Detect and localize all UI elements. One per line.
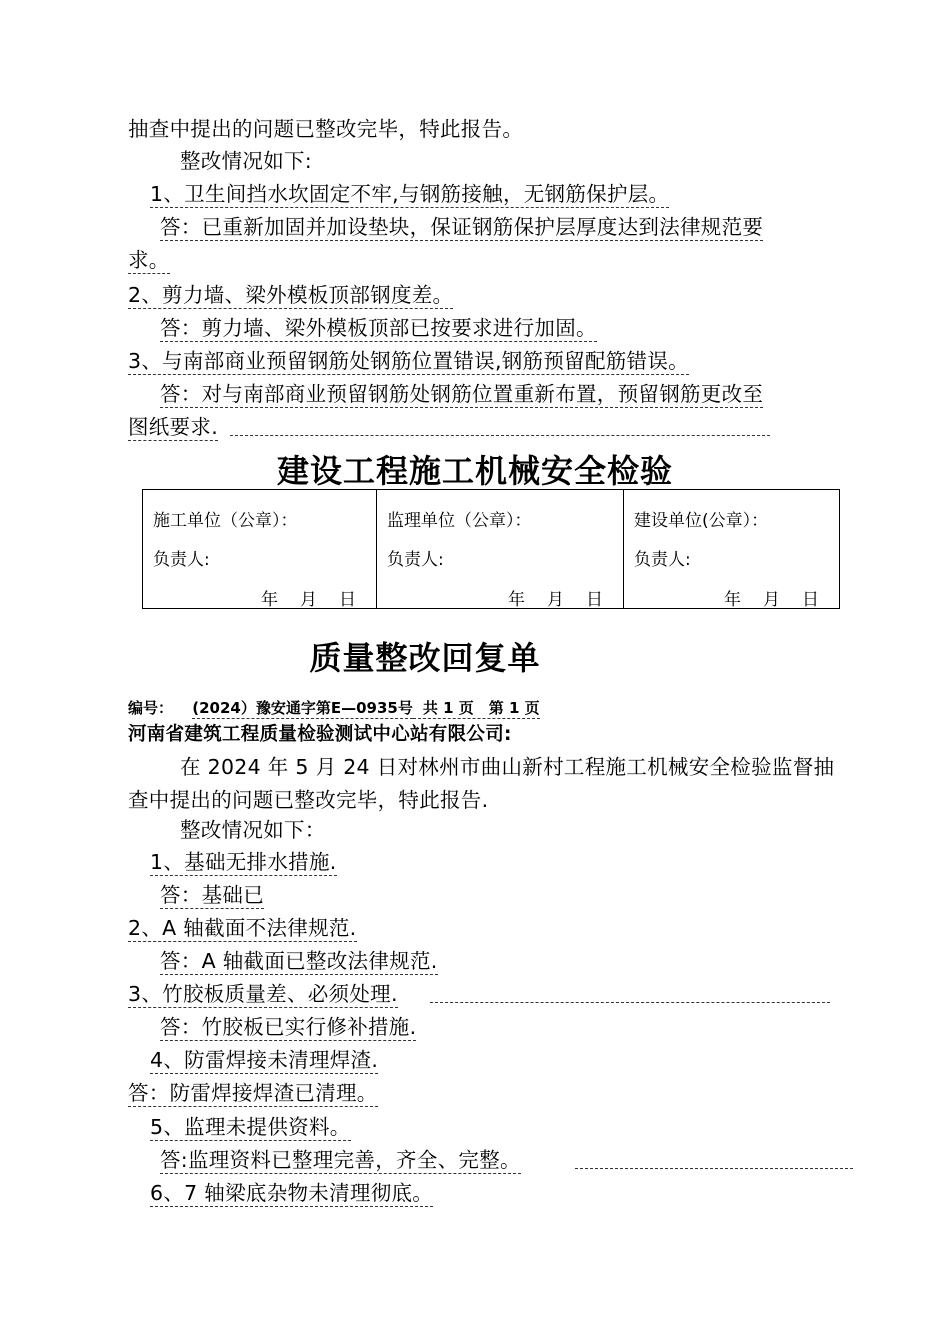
list-item: 求。 — [128, 248, 170, 272]
section-intro: 整改情况如下： — [180, 818, 326, 842]
unit-label: 建设单位(公章）： — [634, 511, 769, 531]
section-heading: 建设工程施工机械安全检验 — [276, 452, 673, 490]
signature-cell-construction — [143, 490, 376, 608]
paragraph-line: 在 2024 年 5 月 24 日对林州市曲山新村工程施工机械安全检验监督抽 — [180, 755, 835, 779]
underline-extension — [430, 1002, 830, 1003]
person-label: 负责人: — [634, 550, 691, 570]
list-item: 答：剪力墙、梁外模板顶部已按要求进行加固。 — [160, 316, 597, 340]
paragraph-line: 抽查中提出的问题已整改完毕，特此报告。 — [128, 117, 524, 141]
list-item: 3、与南部商业预留钢筋处钢筋位置错误,钢筋预留配筋错误。 — [128, 349, 689, 373]
section-intro: 整改情况如下: — [180, 149, 313, 173]
date-label: 年 月 日 — [724, 590, 819, 610]
document-number: 编号： (2024）豫安通字第E—0935号 共 1 页 第 1 页 — [128, 699, 540, 717]
list-item: 1、基础无排水措施. — [150, 850, 337, 874]
signature-cell-owner — [623, 490, 839, 608]
unit-label: 施工单位（公章）： — [153, 511, 298, 531]
list-item: 答：对与南部商业预留钢筋处钢筋位置重新布置，预留钢筋更改至 — [160, 382, 764, 406]
list-item: 答:监理资料已整理完善，齐全、完整。 — [160, 1148, 521, 1172]
underline-extension — [230, 435, 770, 436]
list-item: 答：已重新加固并加设垫块，保证钢筋保护层厚度达到法律规范要 — [160, 215, 764, 239]
list-item: 3、竹胶板质量差、必须处理. — [128, 982, 398, 1006]
list-item: 图纸要求. — [128, 415, 219, 439]
signature-cell-supervision — [376, 490, 623, 608]
form-title: 质量整改回复单 — [309, 639, 541, 677]
date-label: 年 月 日 — [261, 590, 356, 610]
list-item: 1、卫生间挡水坎固定不牢,与钢筋接触，无钢筋保护层。 — [150, 182, 670, 206]
signature-table — [142, 489, 840, 609]
person-label: 负责人: — [153, 550, 210, 570]
date-label: 年 月 日 — [508, 590, 603, 610]
list-item: 4、防雷焊接未清理焊渣. — [150, 1048, 379, 1072]
list-item: 2、剪力墙、梁外模板顶部钢度差。 — [128, 283, 454, 307]
list-item: 答：竹胶板已实行修补措施. — [160, 1015, 417, 1039]
paragraph-line: 查中提出的问题已整改完毕，特此报告. — [128, 788, 489, 812]
addressee: 河南省建筑工程质量检验测试中心站有限公司: — [128, 724, 512, 745]
list-item: 答：A 轴截面已整改法律规范. — [160, 949, 438, 973]
list-item: 答：防雷焊接焊渣已清理。 — [128, 1081, 378, 1105]
list-item: 2、A 轴截面不法律规范. — [128, 916, 357, 940]
unit-label: 监理单位（公章）： — [387, 511, 532, 531]
underline-extension — [575, 1168, 853, 1169]
list-item: 答：基础已 — [160, 883, 264, 907]
person-label: 负责人: — [387, 550, 444, 570]
list-item: 5、监理未提供资料。 — [150, 1115, 351, 1139]
list-item: 6、7 轴梁底杂物未清理彻底。 — [150, 1181, 434, 1205]
